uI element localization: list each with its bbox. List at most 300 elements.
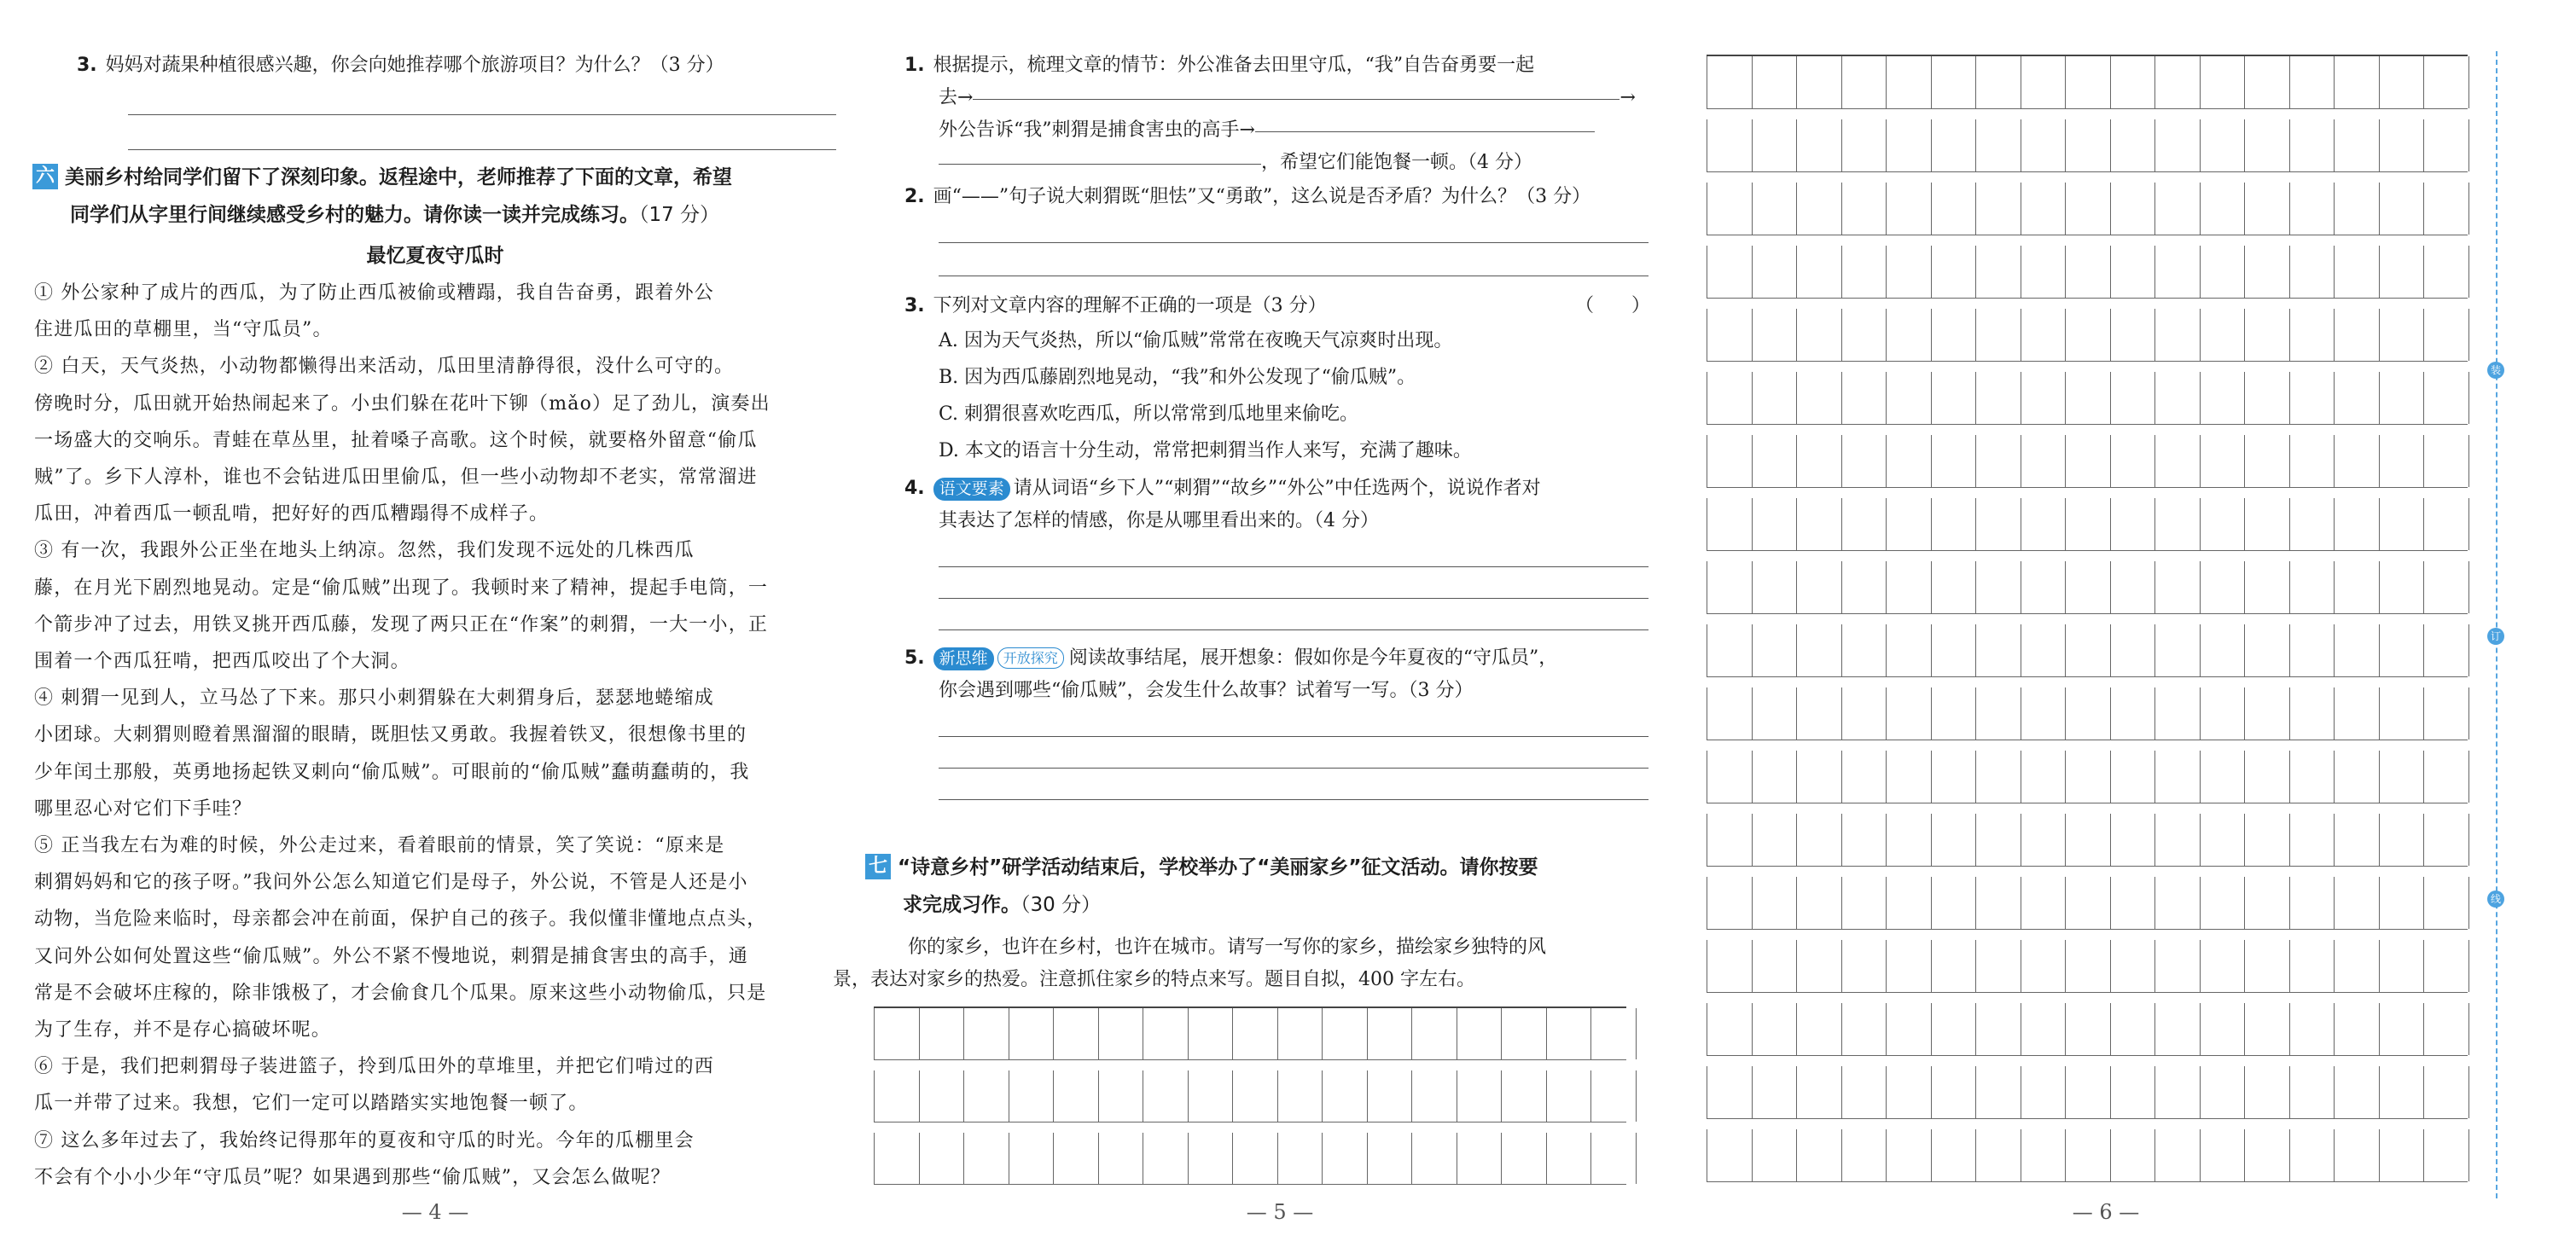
grid-cell[interactable] xyxy=(2424,246,2469,298)
grid-cell[interactable] xyxy=(1976,1003,2021,1055)
grid-cell[interactable] xyxy=(2201,877,2246,929)
grid-cell[interactable] xyxy=(2380,372,2425,424)
grid-cell[interactable] xyxy=(1707,119,1753,171)
grid-cell[interactable] xyxy=(2021,1066,2067,1118)
grid-cell[interactable] xyxy=(2245,814,2290,866)
grid-cell[interactable] xyxy=(1887,624,1932,676)
grid-cell[interactable] xyxy=(1412,1133,1457,1184)
grid-cell[interactable] xyxy=(1099,1008,1144,1059)
grid-cell[interactable] xyxy=(2245,246,2290,298)
grid-cell[interactable] xyxy=(2380,183,2425,235)
grid-cell[interactable] xyxy=(2245,940,2290,992)
grid-cell[interactable] xyxy=(1932,877,1977,929)
grid-cell[interactable] xyxy=(2245,435,2290,487)
grid-cell[interactable] xyxy=(2290,435,2335,487)
grid-cell[interactable] xyxy=(2380,561,2425,613)
grid-cell[interactable] xyxy=(1009,1133,1055,1184)
grid-cell[interactable] xyxy=(1887,940,1932,992)
grid-cell[interactable] xyxy=(1054,1133,1099,1184)
grid-cell[interactable] xyxy=(2424,1066,2469,1118)
grid-cell[interactable] xyxy=(1753,435,1798,487)
grid-cell[interactable] xyxy=(2066,687,2111,740)
answer-paren[interactable]: （ ） xyxy=(1574,295,1650,316)
option-item[interactable]: D. 本文的语言十分生动，常常把刺猬当作人来写，充满了趣味。 xyxy=(939,440,1472,461)
grid-cell[interactable] xyxy=(2111,1003,2156,1055)
grid-cell[interactable] xyxy=(875,1070,920,1122)
grid-cell[interactable] xyxy=(2245,372,2290,424)
grid-cell[interactable] xyxy=(2424,561,2469,613)
grid-cell[interactable] xyxy=(2245,877,2290,929)
grid-cell[interactable] xyxy=(1753,1129,1798,1181)
grid-cell[interactable] xyxy=(2380,687,2425,740)
grid-cell[interactable] xyxy=(2335,246,2380,298)
grid-cell[interactable] xyxy=(1753,183,1798,235)
grid-cell[interactable] xyxy=(2245,561,2290,613)
grid-cell[interactable] xyxy=(2021,877,2067,929)
grid-cell[interactable] xyxy=(1753,940,1798,992)
grid-cell[interactable] xyxy=(875,1133,920,1184)
grid-cell[interactable] xyxy=(2380,751,2425,803)
grid-cell[interactable] xyxy=(2290,498,2335,550)
grid-cell[interactable] xyxy=(1547,1133,1592,1184)
grid-cell[interactable] xyxy=(2245,751,2290,803)
grid-cell[interactable] xyxy=(2424,119,2469,171)
grid-cell[interactable] xyxy=(1054,1070,1099,1122)
grid-cell[interactable] xyxy=(2201,119,2246,171)
grid-cell[interactable] xyxy=(2155,1003,2201,1055)
grid-cell[interactable] xyxy=(2290,309,2335,361)
grid-cell[interactable] xyxy=(1797,877,1842,929)
grid-cell[interactable] xyxy=(2290,940,2335,992)
grid-cell[interactable] xyxy=(1842,56,1887,108)
grid-cell[interactable] xyxy=(2290,1129,2335,1181)
grid-cell[interactable] xyxy=(1707,624,1753,676)
grid-cell[interactable] xyxy=(2335,435,2380,487)
grid-cell[interactable] xyxy=(1932,183,1977,235)
grid-cell[interactable] xyxy=(2245,687,2290,740)
answer-line[interactable] xyxy=(128,114,836,115)
grid-cell[interactable] xyxy=(2245,1066,2290,1118)
grid-cell[interactable] xyxy=(2424,309,2469,361)
grid-cell[interactable] xyxy=(1932,814,1977,866)
grid-cell[interactable] xyxy=(2424,183,2469,235)
grid-cell[interactable] xyxy=(2111,246,2156,298)
grid-cell[interactable] xyxy=(2021,940,2067,992)
grid-cell[interactable] xyxy=(2201,687,2246,740)
grid-cell[interactable] xyxy=(1887,435,1932,487)
grid-cell[interactable] xyxy=(1887,119,1932,171)
grid-cell[interactable] xyxy=(1753,814,1798,866)
grid-cell[interactable] xyxy=(2066,940,2111,992)
grid-cell[interactable] xyxy=(2335,183,2380,235)
grid-cell[interactable] xyxy=(2335,309,2380,361)
grid-cell[interactable] xyxy=(2290,372,2335,424)
grid-cell[interactable] xyxy=(2380,1066,2425,1118)
grid-cell[interactable] xyxy=(2380,877,2425,929)
grid-cell[interactable] xyxy=(1842,183,1887,235)
grid-cell[interactable] xyxy=(2201,1066,2246,1118)
grid-cell[interactable] xyxy=(1887,687,1932,740)
grid-cell[interactable] xyxy=(1842,498,1887,550)
grid-cell[interactable] xyxy=(1457,1008,1503,1059)
grid-cell[interactable] xyxy=(1797,56,1842,108)
grid-cell[interactable] xyxy=(1797,624,1842,676)
grid-cell[interactable] xyxy=(1591,1070,1637,1122)
grid-cell[interactable] xyxy=(920,1070,965,1122)
grid-cell[interactable] xyxy=(2201,561,2246,613)
grid-cell[interactable] xyxy=(1278,1008,1323,1059)
grid-cell[interactable] xyxy=(2155,687,2201,740)
grid-cell[interactable] xyxy=(1707,246,1753,298)
grid-cell[interactable] xyxy=(2380,814,2425,866)
grid-cell[interactable] xyxy=(1753,687,1798,740)
grid-cell[interactable] xyxy=(2111,687,2156,740)
grid-cell[interactable] xyxy=(1009,1070,1055,1122)
grid-cell[interactable] xyxy=(2245,498,2290,550)
grid-cell[interactable] xyxy=(2155,498,2201,550)
grid-cell[interactable] xyxy=(920,1133,965,1184)
grid-cell[interactable] xyxy=(1412,1008,1457,1059)
grid-cell[interactable] xyxy=(2201,1129,2246,1181)
grid-cell[interactable] xyxy=(2155,1129,2201,1181)
writing-grid[interactable] xyxy=(1707,55,2468,1192)
grid-cell[interactable] xyxy=(1502,1008,1547,1059)
grid-cell[interactable] xyxy=(1976,561,2021,613)
grid-cell[interactable] xyxy=(2066,1129,2111,1181)
grid-cell[interactable] xyxy=(2380,498,2425,550)
grid-cell[interactable] xyxy=(2380,1129,2425,1181)
grid-cell[interactable] xyxy=(1753,1003,1798,1055)
grid-cell[interactable] xyxy=(1842,435,1887,487)
grid-cell[interactable] xyxy=(2155,1066,2201,1118)
grid-cell[interactable] xyxy=(2245,309,2290,361)
grid-cell[interactable] xyxy=(1797,246,1842,298)
grid-cell[interactable] xyxy=(2335,877,2380,929)
grid-cell[interactable] xyxy=(1009,1008,1055,1059)
grid-cell[interactable] xyxy=(2201,751,2246,803)
grid-cell[interactable] xyxy=(1797,372,1842,424)
grid-cell[interactable] xyxy=(2111,372,2156,424)
grid-cell[interactable] xyxy=(1887,309,1932,361)
grid-cell[interactable] xyxy=(1591,1008,1637,1059)
answer-blank[interactable] xyxy=(973,99,1619,100)
grid-cell[interactable] xyxy=(2021,1129,2067,1181)
grid-cell[interactable] xyxy=(2155,56,2201,108)
grid-cell[interactable] xyxy=(2111,814,2156,866)
grid-cell[interactable] xyxy=(2245,183,2290,235)
grid-cell[interactable] xyxy=(2066,246,2111,298)
answer-line[interactable] xyxy=(939,768,1649,769)
grid-cell[interactable] xyxy=(2066,183,2111,235)
grid-cell[interactable] xyxy=(2290,119,2335,171)
grid-cell[interactable] xyxy=(1932,119,1977,171)
grid-cell[interactable] xyxy=(1797,435,1842,487)
grid-cell[interactable] xyxy=(2201,372,2246,424)
grid-cell[interactable] xyxy=(1368,1008,1413,1059)
grid-cell[interactable] xyxy=(2021,624,2067,676)
grid-cell[interactable] xyxy=(2335,1003,2380,1055)
grid-cell[interactable] xyxy=(2290,624,2335,676)
grid-cell[interactable] xyxy=(1278,1133,1323,1184)
grid-cell[interactable] xyxy=(2066,119,2111,171)
grid-cell[interactable] xyxy=(1797,687,1842,740)
grid-cell[interactable] xyxy=(2066,372,2111,424)
grid-cell[interactable] xyxy=(2066,877,2111,929)
grid-cell[interactable] xyxy=(2021,309,2067,361)
grid-cell[interactable] xyxy=(2066,1066,2111,1118)
grid-cell[interactable] xyxy=(2424,1003,2469,1055)
grid-cell[interactable] xyxy=(2335,561,2380,613)
grid-cell[interactable] xyxy=(1976,498,2021,550)
grid-cell[interactable] xyxy=(2290,561,2335,613)
grid-cell[interactable] xyxy=(1143,1008,1189,1059)
grid-cell[interactable] xyxy=(1887,814,1932,866)
grid-cell[interactable] xyxy=(2155,372,2201,424)
grid-cell[interactable] xyxy=(1189,1008,1234,1059)
grid-cell[interactable] xyxy=(1323,1008,1368,1059)
grid-cell[interactable] xyxy=(1797,561,1842,613)
grid-cell[interactable] xyxy=(1976,877,2021,929)
grid-cell[interactable] xyxy=(1707,1066,1753,1118)
grid-cell[interactable] xyxy=(964,1070,1009,1122)
grid-cell[interactable] xyxy=(2380,624,2425,676)
grid-cell[interactable] xyxy=(1707,435,1753,487)
grid-cell[interactable] xyxy=(1976,119,2021,171)
grid-cell[interactable] xyxy=(2380,246,2425,298)
grid-cell[interactable] xyxy=(2201,246,2246,298)
grid-cell[interactable] xyxy=(1457,1070,1503,1122)
grid-cell[interactable] xyxy=(1842,940,1887,992)
grid-cell[interactable] xyxy=(1842,1003,1887,1055)
grid-cell[interactable] xyxy=(1707,183,1753,235)
grid-cell[interactable] xyxy=(2155,435,2201,487)
grid-cell[interactable] xyxy=(2380,435,2425,487)
grid-cell[interactable] xyxy=(2245,119,2290,171)
grid-cell[interactable] xyxy=(1143,1133,1189,1184)
grid-cell[interactable] xyxy=(1368,1070,1413,1122)
grid-cell[interactable] xyxy=(1887,498,1932,550)
grid-cell[interactable] xyxy=(2111,877,2156,929)
grid-cell[interactable] xyxy=(2424,877,2469,929)
grid-cell[interactable] xyxy=(2021,372,2067,424)
grid-cell[interactable] xyxy=(2021,687,2067,740)
grid-cell[interactable] xyxy=(1932,498,1977,550)
grid-cell[interactable] xyxy=(1976,435,2021,487)
grid-cell[interactable] xyxy=(1887,751,1932,803)
grid-cell[interactable] xyxy=(1797,814,1842,866)
grid-cell[interactable] xyxy=(1887,56,1932,108)
grid-cell[interactable] xyxy=(1797,940,1842,992)
grid-cell[interactable] xyxy=(2201,1003,2246,1055)
grid-cell[interactable] xyxy=(2021,751,2067,803)
grid-cell[interactable] xyxy=(1842,687,1887,740)
grid-cell[interactable] xyxy=(2066,814,2111,866)
grid-cell[interactable] xyxy=(2201,498,2246,550)
grid-cell[interactable] xyxy=(2021,119,2067,171)
grid-cell[interactable] xyxy=(2380,119,2425,171)
grid-cell[interactable] xyxy=(1887,372,1932,424)
grid-cell[interactable] xyxy=(2066,56,2111,108)
grid-cell[interactable] xyxy=(1887,561,1932,613)
grid-cell[interactable] xyxy=(2111,309,2156,361)
grid-cell[interactable] xyxy=(1887,183,1932,235)
grid-cell[interactable] xyxy=(2290,687,2335,740)
grid-cell[interactable] xyxy=(920,1008,965,1059)
grid-cell[interactable] xyxy=(2335,751,2380,803)
grid-cell[interactable] xyxy=(1932,624,1977,676)
grid-cell[interactable] xyxy=(2290,183,2335,235)
grid-cell[interactable] xyxy=(964,1133,1009,1184)
option-item[interactable]: A. 因为天气炎热，所以“偷瓜贼”常常在夜晚天气凉爽时出现。 xyxy=(939,330,1453,351)
answer-line[interactable] xyxy=(939,736,1649,737)
grid-cell[interactable] xyxy=(1797,1003,1842,1055)
grid-cell[interactable] xyxy=(1976,814,2021,866)
grid-cell[interactable] xyxy=(2155,309,2201,361)
grid-cell[interactable] xyxy=(1842,751,1887,803)
grid-cell[interactable] xyxy=(875,1008,920,1059)
grid-cell[interactable] xyxy=(2201,309,2246,361)
grid-cell[interactable] xyxy=(2380,56,2425,108)
grid-cell[interactable] xyxy=(1707,877,1753,929)
grid-cell[interactable] xyxy=(1753,498,1798,550)
grid-cell[interactable] xyxy=(1797,119,1842,171)
grid-cell[interactable] xyxy=(1976,56,2021,108)
grid-cell[interactable] xyxy=(1591,1133,1637,1184)
grid-cell[interactable] xyxy=(2155,940,2201,992)
grid-cell[interactable] xyxy=(1323,1133,1368,1184)
grid-cell[interactable] xyxy=(2424,814,2469,866)
grid-cell[interactable] xyxy=(2335,56,2380,108)
grid-cell[interactable] xyxy=(2066,751,2111,803)
grid-cell[interactable] xyxy=(2066,1003,2111,1055)
grid-cell[interactable] xyxy=(1842,1066,1887,1118)
grid-cell[interactable] xyxy=(1753,309,1798,361)
option-item[interactable]: B. 因为西瓜藤剧烈地晃动，“我”和外公发现了“偷瓜贼”。 xyxy=(939,367,1416,388)
grid-cell[interactable] xyxy=(2335,624,2380,676)
grid-cell[interactable] xyxy=(2201,940,2246,992)
grid-cell[interactable] xyxy=(1976,624,2021,676)
grid-cell[interactable] xyxy=(2111,940,2156,992)
grid-cell[interactable] xyxy=(2155,877,2201,929)
grid-cell[interactable] xyxy=(2424,1129,2469,1181)
grid-cell[interactable] xyxy=(1976,1066,2021,1118)
grid-cell[interactable] xyxy=(1976,246,2021,298)
grid-cell[interactable] xyxy=(2424,498,2469,550)
grid-cell[interactable] xyxy=(1932,1129,1977,1181)
grid-cell[interactable] xyxy=(1502,1133,1547,1184)
grid-cell[interactable] xyxy=(2424,624,2469,676)
grid-cell[interactable] xyxy=(2111,435,2156,487)
grid-cell[interactable] xyxy=(1753,877,1798,929)
grid-cell[interactable] xyxy=(1233,1008,1278,1059)
grid-cell[interactable] xyxy=(2066,435,2111,487)
grid-cell[interactable] xyxy=(1753,56,1798,108)
grid-cell[interactable] xyxy=(1323,1070,1368,1122)
grid-cell[interactable] xyxy=(1842,877,1887,929)
grid-cell[interactable] xyxy=(1932,246,1977,298)
grid-cell[interactable] xyxy=(2335,1129,2380,1181)
grid-cell[interactable] xyxy=(1976,751,2021,803)
grid-cell[interactable] xyxy=(1707,1129,1753,1181)
grid-cell[interactable] xyxy=(1707,1003,1753,1055)
grid-cell[interactable] xyxy=(1887,246,1932,298)
grid-cell[interactable] xyxy=(2201,814,2246,866)
grid-cell[interactable] xyxy=(2155,183,2201,235)
grid-cell[interactable] xyxy=(1797,309,1842,361)
grid-cell[interactable] xyxy=(2155,246,2201,298)
answer-blank[interactable] xyxy=(939,164,1261,165)
grid-cell[interactable] xyxy=(2335,940,2380,992)
writing-grid[interactable] xyxy=(874,1006,1626,1195)
grid-cell[interactable] xyxy=(1932,56,1977,108)
answer-line[interactable] xyxy=(939,598,1649,599)
grid-cell[interactable] xyxy=(2066,309,2111,361)
grid-cell[interactable] xyxy=(2155,561,2201,613)
grid-cell[interactable] xyxy=(964,1008,1009,1059)
grid-cell[interactable] xyxy=(1932,1003,1977,1055)
grid-cell[interactable] xyxy=(1547,1008,1592,1059)
grid-cell[interactable] xyxy=(2424,56,2469,108)
grid-cell[interactable] xyxy=(1278,1070,1323,1122)
grid-cell[interactable] xyxy=(1797,751,1842,803)
grid-cell[interactable] xyxy=(2424,435,2469,487)
grid-cell[interactable] xyxy=(1842,624,1887,676)
grid-cell[interactable] xyxy=(2066,498,2111,550)
grid-cell[interactable] xyxy=(2201,624,2246,676)
grid-cell[interactable] xyxy=(1887,877,1932,929)
grid-cell[interactable] xyxy=(1753,119,1798,171)
grid-cell[interactable] xyxy=(2021,1003,2067,1055)
grid-cell[interactable] xyxy=(2290,877,2335,929)
grid-cell[interactable] xyxy=(2111,498,2156,550)
grid-cell[interactable] xyxy=(1099,1070,1144,1122)
grid-cell[interactable] xyxy=(2290,751,2335,803)
grid-cell[interactable] xyxy=(2335,372,2380,424)
grid-cell[interactable] xyxy=(1707,814,1753,866)
grid-cell[interactable] xyxy=(1842,119,1887,171)
grid-cell[interactable] xyxy=(2245,56,2290,108)
grid-cell[interactable] xyxy=(1143,1070,1189,1122)
grid-cell[interactable] xyxy=(2066,624,2111,676)
grid-cell[interactable] xyxy=(2245,1003,2290,1055)
grid-cell[interactable] xyxy=(1753,751,1798,803)
grid-cell[interactable] xyxy=(1976,183,2021,235)
grid-cell[interactable] xyxy=(2424,940,2469,992)
grid-cell[interactable] xyxy=(2021,498,2067,550)
grid-cell[interactable] xyxy=(2424,372,2469,424)
grid-cell[interactable] xyxy=(2245,624,2290,676)
grid-cell[interactable] xyxy=(1797,1129,1842,1181)
grid-cell[interactable] xyxy=(1976,372,2021,424)
grid-cell[interactable] xyxy=(1976,940,2021,992)
grid-cell[interactable] xyxy=(1797,183,1842,235)
grid-cell[interactable] xyxy=(2111,561,2156,613)
grid-cell[interactable] xyxy=(1707,940,1753,992)
grid-cell[interactable] xyxy=(2111,751,2156,803)
grid-cell[interactable] xyxy=(2021,814,2067,866)
grid-cell[interactable] xyxy=(1797,498,1842,550)
grid-cell[interactable] xyxy=(1189,1070,1234,1122)
grid-cell[interactable] xyxy=(1368,1133,1413,1184)
grid-cell[interactable] xyxy=(2201,183,2246,235)
grid-cell[interactable] xyxy=(1932,751,1977,803)
grid-cell[interactable] xyxy=(1753,1066,1798,1118)
grid-cell[interactable] xyxy=(1842,1129,1887,1181)
option-item[interactable]: C. 刺猬很喜欢吃西瓜，所以常常到瓜地里来偷吃。 xyxy=(939,403,1359,425)
grid-cell[interactable] xyxy=(1842,561,1887,613)
grid-cell[interactable] xyxy=(2111,1129,2156,1181)
grid-cell[interactable] xyxy=(1932,561,1977,613)
